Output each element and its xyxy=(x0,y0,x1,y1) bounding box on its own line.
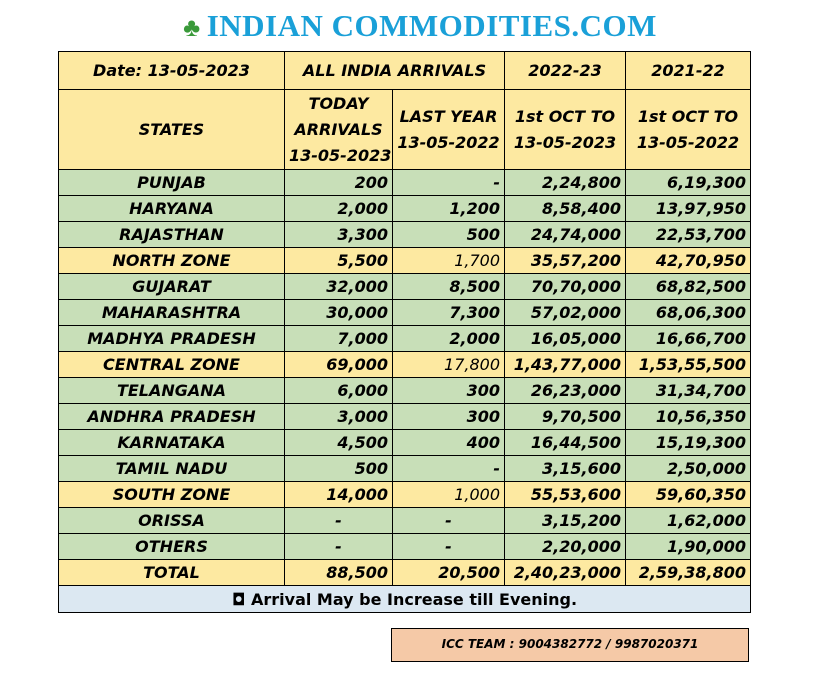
state-cell: MAHARASHTRA xyxy=(59,300,285,326)
note-cell xyxy=(59,586,751,613)
last-year-cell: 7,300 xyxy=(393,300,505,326)
season1-cell: 3,15,200 xyxy=(505,508,626,534)
table-row xyxy=(59,378,751,404)
states-header: STATES xyxy=(59,90,285,170)
season2-range-line2: 13-05-2022 xyxy=(636,132,740,152)
season2-cell: 22,53,700 xyxy=(626,222,751,248)
note-row xyxy=(59,586,751,613)
table-row xyxy=(59,430,751,456)
all-india-header: ALL INDIA ARRIVALS xyxy=(285,52,505,90)
table-row xyxy=(59,534,751,560)
state-cell: TAMIL NADU xyxy=(59,456,285,482)
table-row xyxy=(59,170,751,196)
header-row-1 xyxy=(59,52,751,90)
season2-header: 2021-22 xyxy=(626,52,751,90)
today-cell: - xyxy=(285,534,393,560)
season1-cell: 26,23,000 xyxy=(505,378,626,404)
season2-cell: 68,06,300 xyxy=(626,300,751,326)
table-row xyxy=(59,274,751,300)
header-row-2 xyxy=(59,90,751,170)
today-line1: TODAY xyxy=(308,93,369,113)
arrivals-table xyxy=(58,51,751,613)
today-cell: 6,000 xyxy=(285,378,393,404)
last-year-cell: - xyxy=(393,170,505,196)
today-line2: ARRIVALS xyxy=(294,119,383,139)
table-row xyxy=(59,456,751,482)
state-cell: MADHYA PRADESH xyxy=(59,326,285,352)
today-cell: 7,000 xyxy=(285,326,393,352)
last-year-cell: - xyxy=(393,508,505,534)
page-title-text: INDIAN COMMODITIES.COM xyxy=(206,8,657,43)
last-year-cell: 1,000 xyxy=(393,482,505,508)
season1-cell: 55,53,600 xyxy=(505,482,626,508)
team-contact: ICC TEAM : 9004382772 / 9987020371 xyxy=(391,628,749,662)
club-icon: ♣ xyxy=(183,13,201,42)
state-cell: TELANGANA xyxy=(59,378,285,404)
state-cell: ORISSA xyxy=(59,508,285,534)
today-arrivals-header xyxy=(285,90,393,170)
state-cell: TOTAL xyxy=(59,560,285,586)
state-cell: HARYANA xyxy=(59,196,285,222)
last-year-cell: 17,800 xyxy=(393,352,505,378)
season2-cell: 42,70,950 xyxy=(626,248,751,274)
state-cell: SOUTH ZONE xyxy=(59,482,285,508)
zone-row xyxy=(59,482,751,508)
square-bullet-icon: ◘ xyxy=(231,589,246,609)
today-cell: 88,500 xyxy=(285,560,393,586)
today-cell: 3,000 xyxy=(285,404,393,430)
season2-cell: 10,56,350 xyxy=(626,404,751,430)
last-year-cell: 300 xyxy=(393,404,505,430)
season1-cell: 8,58,400 xyxy=(505,196,626,222)
season1-range-line2: 13-05-2023 xyxy=(513,132,617,152)
season1-cell: 70,70,000 xyxy=(505,274,626,300)
note-text: Arrival May be Increase till Evening. xyxy=(251,589,578,609)
season1-range-header xyxy=(505,90,626,170)
last-year-cell: - xyxy=(393,534,505,560)
today-cell: - xyxy=(285,508,393,534)
season1-cell: 9,70,500 xyxy=(505,404,626,430)
season2-cell: 31,34,700 xyxy=(626,378,751,404)
today-cell: 500 xyxy=(285,456,393,482)
season2-range-line1: 1st OCT TO xyxy=(637,106,739,126)
table-row xyxy=(59,300,751,326)
season2-range-header xyxy=(626,90,751,170)
season1-cell: 16,05,000 xyxy=(505,326,626,352)
season1-cell: 24,74,000 xyxy=(505,222,626,248)
table-row xyxy=(59,222,751,248)
zone-row xyxy=(59,248,751,274)
date-header: Date: 13-05-2023 xyxy=(59,52,285,90)
season1-cell: 1,43,77,000 xyxy=(505,352,626,378)
season1-range-line1: 1st OCT TO xyxy=(514,106,616,126)
last-year-cell: 1,700 xyxy=(393,248,505,274)
season1-header: 2022-23 xyxy=(505,52,626,90)
today-cell: 4,500 xyxy=(285,430,393,456)
today-cell: 14,000 xyxy=(285,482,393,508)
total-row xyxy=(59,560,751,586)
today-line3: 13-05-2023 xyxy=(289,145,392,165)
season2-cell: 2,59,38,800 xyxy=(626,560,751,586)
last-year-cell: 2,000 xyxy=(393,326,505,352)
state-cell: GUJARAT xyxy=(59,274,285,300)
season1-cell: 35,57,200 xyxy=(505,248,626,274)
today-cell: 5,500 xyxy=(285,248,393,274)
last-year-cell: 1,200 xyxy=(393,196,505,222)
season1-cell: 16,44,500 xyxy=(505,430,626,456)
season1-cell: 3,15,600 xyxy=(505,456,626,482)
page-title xyxy=(0,8,840,44)
last-year-cell: 500 xyxy=(393,222,505,248)
table-row xyxy=(59,326,751,352)
season2-cell: 16,66,700 xyxy=(626,326,751,352)
state-cell: PUNJAB xyxy=(59,170,285,196)
season1-cell: 2,20,000 xyxy=(505,534,626,560)
today-cell: 200 xyxy=(285,170,393,196)
today-cell: 30,000 xyxy=(285,300,393,326)
season2-cell: 13,97,950 xyxy=(626,196,751,222)
season2-cell: 1,62,000 xyxy=(626,508,751,534)
state-cell: RAJASTHAN xyxy=(59,222,285,248)
season2-cell: 1,90,000 xyxy=(626,534,751,560)
season2-cell: 2,50,000 xyxy=(626,456,751,482)
today-cell: 32,000 xyxy=(285,274,393,300)
season2-cell: 59,60,350 xyxy=(626,482,751,508)
season1-cell: 57,02,000 xyxy=(505,300,626,326)
season2-cell: 68,82,500 xyxy=(626,274,751,300)
table-row xyxy=(59,404,751,430)
table-row xyxy=(59,196,751,222)
season2-cell: 6,19,300 xyxy=(626,170,751,196)
today-cell: 3,300 xyxy=(285,222,393,248)
state-cell: KARNATAKA xyxy=(59,430,285,456)
last-year-line1: LAST YEAR xyxy=(399,106,498,126)
last-year-line2: 13-05-2022 xyxy=(397,132,500,152)
table-row xyxy=(59,508,751,534)
state-cell: OTHERS xyxy=(59,534,285,560)
last-year-cell: 400 xyxy=(393,430,505,456)
season1-cell: 2,40,23,000 xyxy=(505,560,626,586)
last-year-cell: 8,500 xyxy=(393,274,505,300)
state-cell: CENTRAL ZONE xyxy=(59,352,285,378)
last-year-cell: 20,500 xyxy=(393,560,505,586)
state-cell: NORTH ZONE xyxy=(59,248,285,274)
last-year-cell: 300 xyxy=(393,378,505,404)
season1-cell: 2,24,800 xyxy=(505,170,626,196)
season2-cell: 15,19,300 xyxy=(626,430,751,456)
last-year-cell: - xyxy=(393,456,505,482)
today-cell: 69,000 xyxy=(285,352,393,378)
today-cell: 2,000 xyxy=(285,196,393,222)
state-cell: ANDHRA PRADESH xyxy=(59,404,285,430)
zone-row xyxy=(59,352,751,378)
last-year-header xyxy=(393,90,505,170)
season2-cell: 1,53,55,500 xyxy=(626,352,751,378)
